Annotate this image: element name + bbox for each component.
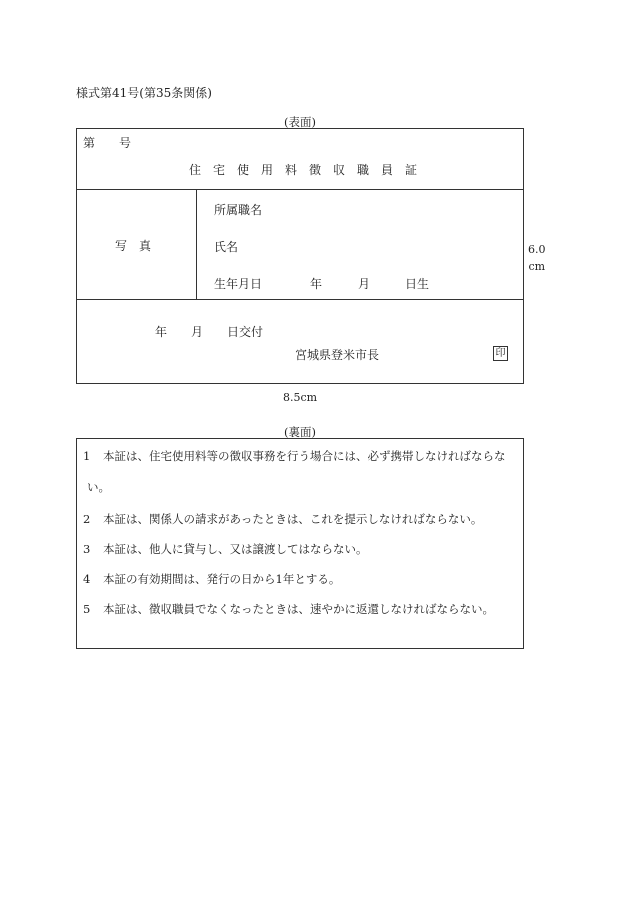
card-title: 住宅使用料徴収職員証	[189, 163, 430, 177]
back-caption: (裏面)	[284, 425, 316, 439]
front-caption: (表面)	[284, 115, 316, 129]
id-card-front	[76, 128, 524, 384]
list-item: 2 本証は、関係人の請求があったときは、これを提示しなければならない。	[83, 512, 483, 526]
list-item-continuation: い。	[87, 480, 110, 494]
birth-label: 生年月日	[214, 277, 263, 291]
seal-mark: 印	[493, 346, 508, 361]
affiliation-label: 所属職名	[214, 203, 263, 217]
height-value: 6.0	[528, 243, 546, 256]
birth-day: 日生	[405, 277, 430, 291]
divider-bottom	[77, 299, 523, 300]
list-item: 5 本証は、徴収職員でなくなったときは、速やかに返還しなければならない。	[83, 602, 494, 616]
photo-divider	[196, 189, 197, 299]
name-label: 氏名	[214, 240, 239, 254]
width-dimension: 8.5cm	[282, 391, 318, 404]
issue-day: 日交付	[227, 325, 264, 339]
birth-month: 月	[358, 277, 371, 291]
height-unit: cm	[528, 260, 546, 273]
issue-month: 月	[191, 325, 204, 339]
height-dimension	[528, 241, 546, 275]
number-label-dai: 第	[83, 136, 96, 150]
list-item: 1 本証は、住宅使用料等の徴収事務を行う場合には、必ず携帯しなければならな	[83, 449, 506, 463]
birth-year: 年	[310, 277, 323, 291]
number-label-go: 号	[119, 136, 132, 150]
list-item: 3 本証は、他人に貸与し、又は譲渡してはならない。	[83, 542, 368, 556]
divider-top	[77, 189, 523, 190]
id-card-back	[76, 438, 524, 649]
list-item: 4 本証の有効期間は、発行の日から1年とする。	[83, 572, 341, 586]
form-number: 様式第41号(第35条関係)	[76, 86, 212, 100]
photo-label: 写 真	[115, 239, 152, 253]
issue-year: 年	[155, 325, 168, 339]
issuer: 宮城県登米市長	[295, 348, 380, 362]
